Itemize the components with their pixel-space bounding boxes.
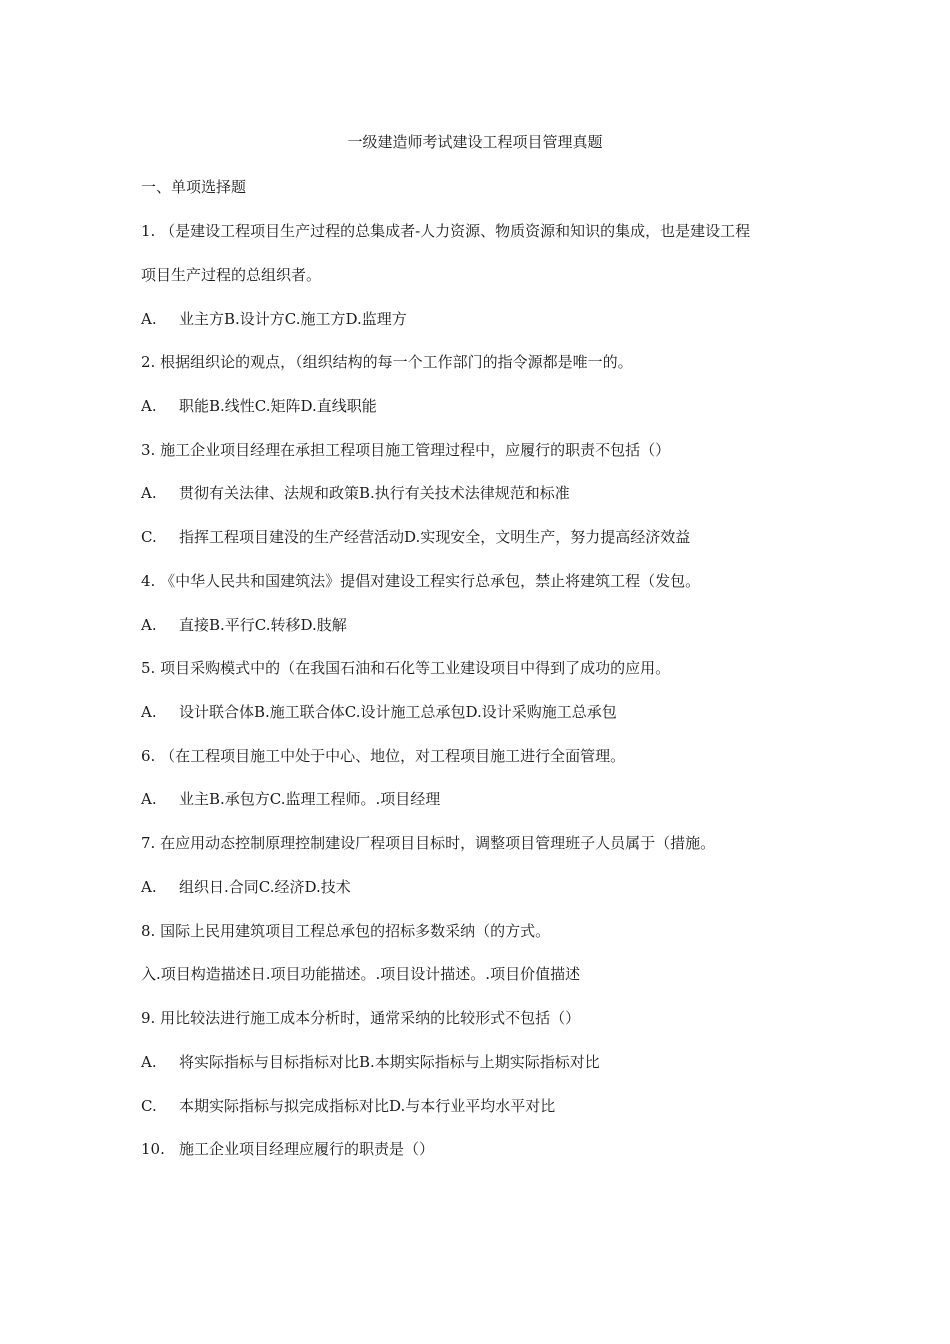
question-6-options [141, 789, 440, 809]
question-3-options-ab [141, 483, 570, 503]
question-9-options-ab [141, 1052, 600, 1072]
question-number: 10. [141, 1140, 165, 1158]
option-text: 将实际指标与目标指标对比B.本期实际指标与上期实际指标对比 [179, 1053, 600, 1071]
question-4-options [141, 615, 347, 635]
option-text: 直接B.平行C.转移D.肢解 [179, 616, 347, 634]
option-label: C. [141, 528, 157, 546]
section-heading: 一、单项选择题 [141, 178, 247, 196]
option-text: 设计联合体B.施工联合体C.设计施工总承包D.设计采购施工总承包 [179, 703, 617, 721]
option-label: A. [141, 703, 157, 721]
question-6: 6. （在工程项目施工中处于中心、地位，对工程项目施工进行全面管理。 [141, 747, 626, 765]
option-text: 业主B.承包方C.监理工程师。.项目经理 [179, 790, 441, 808]
option-text: 指挥工程项目建没的生产经营活动D.实现安全，文明生产，努力提高经济效益 [179, 528, 691, 546]
question-8: 8. 国际上民用建筑项目工程总承包的招标多数采纳（的方式。 [141, 922, 551, 940]
option-text: 职能B.线性C.矩阵D.直线职能 [179, 397, 377, 415]
option-text: 业主方B.设计方C.施工方D.监理方 [179, 310, 407, 328]
option-text: 贯彻有关法律、法规和政策B.执行有关技术法律规范和标准 [179, 484, 570, 502]
question-9: 9. 用比较法进行施工成本分析时，通常采纳的比较形式不包括（） [141, 1009, 581, 1027]
question-10 [141, 1139, 434, 1159]
question-8-options: 入.项目构造描述日.项目功能描述。.项目设计描述。.项目价值描述 [141, 965, 581, 983]
option-label: A. [141, 484, 157, 502]
option-label: A. [141, 878, 157, 896]
question-1-line-1: 1. （是建设工程项目生产过程的总集成者-人力资源、物质资源和知识的集成，也是建设工程 [141, 222, 751, 240]
document-title: 一级建造师考试建设工程项目管理真题 [347, 133, 603, 151]
question-text: 施工企业项目经理应履行的职责是（） [179, 1140, 435, 1158]
question-1-options [141, 309, 407, 329]
question-3: 3. 施工企业项目经理在承担工程项目施工管理过程中，应履行的职责不包括（） [141, 441, 671, 459]
question-5: 5. 项目采购模式中的（在我国石油和石化等工业建设项目中得到了成功的应用。 [141, 659, 671, 677]
question-7-options [141, 877, 351, 897]
option-label: A. [141, 310, 157, 328]
question-1-line-2: 项目生产过程的总组织者。 [141, 266, 322, 284]
option-text: 本期实际指标与拟完成指标对比D.与本行业平均水平对比 [179, 1097, 556, 1115]
option-text: 组织日.合同C.经济D.技术 [179, 878, 351, 896]
question-9-options-cd [141, 1096, 555, 1116]
question-7: 7. 在应用动态控制原理控制建设厂程项目目标时，调整项目管理班子人员属于（措施。 [141, 834, 716, 852]
option-label: C. [141, 1097, 157, 1115]
option-label: A. [141, 790, 157, 808]
question-4: 4. 《中华人民共和国建筑法》提倡对建设工程实行总承包，禁止将建筑工程（发包。 [141, 572, 701, 590]
question-2-options [141, 396, 377, 416]
option-label: A. [141, 1053, 157, 1071]
question-2: 2. 根据组织论的观点，（组织结构的每一个工作部门的指令源都是唯一的。 [141, 353, 633, 371]
option-label: A. [141, 397, 157, 415]
option-label: A. [141, 616, 157, 634]
question-3-options-cd [141, 527, 690, 547]
question-5-options [141, 702, 617, 722]
